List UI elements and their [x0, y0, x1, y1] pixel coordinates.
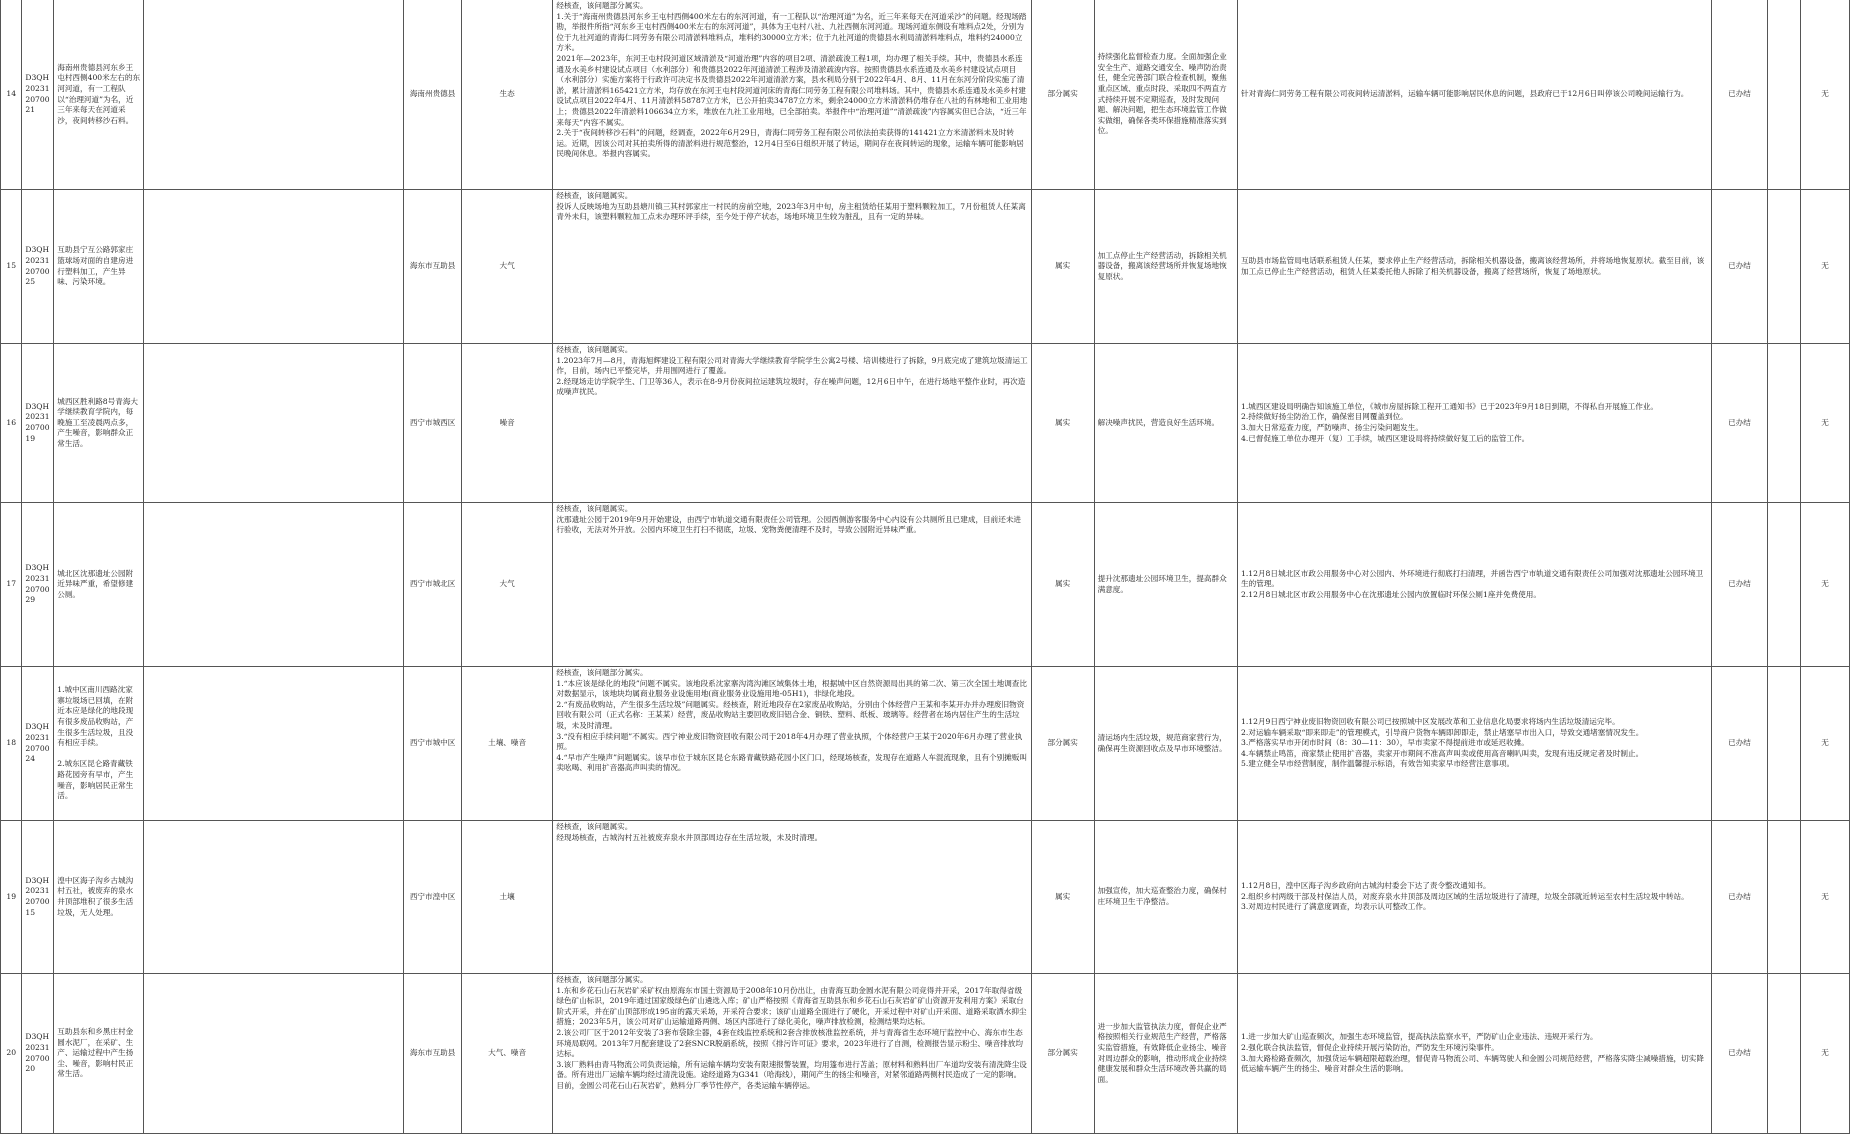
- case-code: D3QH202312070029: [22, 503, 54, 667]
- verdict: 属实: [1031, 821, 1094, 974]
- completion-status: 已办结: [1712, 190, 1767, 344]
- verdict: 属实: [1031, 344, 1094, 503]
- blank-cell: [144, 503, 404, 667]
- rectification-measures: 1.12月8日城北区市政公用服务中心对公园内、外环境进行彻底打扫清理，并函告西宁市轨道交通有限责任公司加强对沈那遗址公园环境卫生的管理。 2.12月8日城北区市政公用服务中心在沈那遗址公园内放置临时环保公厕1座并免费使用。: [1238, 503, 1712, 667]
- row-number: 17: [1, 503, 22, 667]
- blank-cell: [144, 0, 404, 190]
- pollution-type: 土壤、噪音: [461, 667, 553, 821]
- rectification-measures: 1.12月8日，湟中区海子沟乡政府向古城沟村委会下达了责令整改通知书。 2.组织乡村两级干部及村保洁人员，对废弃泉水井顶部及周边区域的生活垃圾进行了清理，垃圾全部就近转运至农村生活垃圾中转站。 3.对周边村民进行了满意度调查，均表示认可整改工作。: [1238, 821, 1712, 974]
- administrative-area: 西宁市湟中区: [404, 821, 461, 974]
- rectification-measures: 1.城西区建设局明确告知该施工单位，《城市房屋拆除工程开工通知书》已于2023年9月18日到期，不得私自开展施工作业。 2.持续做好扬尘防治工作，确保密目网覆盖到位。 3.加大日常巡查力度，严防噪声、扬尘污染问题发生。 4.已督促施工单位办理开（复）工手续，城西区建设局将持续做好复工后的监管工作。: [1238, 344, 1712, 503]
- row-number: 18: [1, 667, 22, 821]
- investigation-result: 经核查，该问题部分属实。 1.东和乡花石山石灰岩矿采矿权由原海东市国土资源局于2008年10月份出让，由青海互助金圆水泥有限公司竞得并开采，2017年取得省级绿色矿山标识，2019年通过国家级绿色矿山遴选入库；矿山严格按照《青海省互助县东和乡花石山石灰岩矿矿山资源开发利用方案》采取台阶式开采，并在矿山顶部形成195亩的露天采场，开采符合要求；该矿山道路全面进行了硬化，开采过程中对矿山开采面、道路采取洒水抑尘措施；2023年5月，该公司对矿山运输道路两侧、场区内部进行了绿化美化，噪声排放检测，检测结果均达标。 2.该公司厂区于2012年安装了3套布袋除尘器，4套在线监控系统和2套含排放核准监控系统，并与青海省生态环境厅监控中心、海东市生态环境局联网。2013年7月配套建设了2套SNCR脱硝系统，按照《排污许可证》要求，2023年进行了自测，检测报告显示粉尘、噪音排放均达标。 3.该厂熟料由青马物流公司负责运输，所有运输车辆均安装有限速报警装置，均用篷布进行苫盖；原材料和熟料出厂车道均安装有清洗降尘设备。所有进出厂运输车辆均经过清洗设施。途经道路为G341（哈海线），期间产生的扬尘和噪音，对紧邻道路两侧村民造成了一定的影响。目前，金圆公司花石山石灰岩矿，熟料分厂季节性停产，各类运输车辆停运。: [553, 974, 1031, 1134]
- case-code: D3QH202312070015: [22, 821, 54, 974]
- rectification-measures: 1.进一步加大矿山巡查频次，加强生态环境监管，提高执法监察水平，严防矿山企业违法、违规开采行为。 2.强化联合执法监管，督促企业持续开展污染防治，严防发生环境污染事件。 3.加大路检路查频次，加强货运车辆超限超载治理，督促青马物流公司、车辆驾驶人和金圆公司规范经营，严格落实降尘减噪措施，切实降低运输车辆产生的扬尘、噪音对群众生活的影响。: [1238, 974, 1712, 1134]
- blank-cell: [144, 344, 404, 503]
- row-number: 20: [1, 974, 22, 1134]
- rectification-measures: 针对青海仁同劳务工程有限公司夜间转运清淤料，运输车辆可能影响居民休息的问题，县政府已于12月6日叫停该公司晚间运输行为。: [1238, 0, 1712, 190]
- issue-text: 1.城中区南川西路沈家寨垃圾场已回填，在附近本应是绿化的地段现有很多废品收购站，产生很多生活垃圾，且没有相应手续。 2.城东区昆仑路青藏铁路花园旁有早市，产生噪音，影响居民正常生活。: [54, 667, 144, 821]
- blank-cell: [1767, 0, 1800, 190]
- rectification-goal: 提升沈那遗址公园环境卫生，提高群众满意度。: [1094, 503, 1237, 667]
- accountability: 无: [1801, 0, 1850, 190]
- completion-status: 已办结: [1712, 974, 1767, 1134]
- investigation-result: 经核查，该问题属实。 沈那遗址公园于2019年9月开始建设，由西宁市轨道交通有限责任公司管理。公园西侧游客服务中心内设有公共厕所且已建成，目前还未进行验收，无法对外开放。公园内环境卫生打扫不彻底，垃圾、宠物粪便清理不及时，导致公园附近异味严重。: [553, 503, 1031, 667]
- pollution-type: 噪音: [461, 344, 553, 503]
- issue-text: 城西区胜利路8号青海大学继续教育学院内，每晚施工至凌晨两点多，产生噪音，影响群众正常生活。: [54, 344, 144, 503]
- table-row: [1, 344, 1850, 503]
- blank-cell: [1767, 503, 1800, 667]
- table-row: [1, 190, 1850, 344]
- blank-cell: [1767, 821, 1800, 974]
- administrative-area: 海东市互助县: [404, 974, 461, 1134]
- investigation-result: 经核查，该问题部分属实。 1.关于“海南州贵德县河东乡王屯村西侧400米左右的东河河道，有一工程队以“治理河道”为名，近三年来每天在河道采沙”的问题。经现场踏勘，举报件所指“河东乡王屯村西侧400米左右的东河河道”，具体为王屯村八社、九社西侧东河河道。现场河道东侧设有堆料点2处，分别为位于九社河道的青海仁同劳务有限公司清淤料堆料点，堆料约30000立方米；位于九社河道的贵德县水利局清淤料堆料点，堆料约24000立方米。 2021年—2023年，东河王屯村段河道区域清淤及“河道治理”内容的项目2项、清淤疏浚工程1项，均办理了相关手续。其中，贵德县水系连通及水美乡村建设试点项目（水利部分）和贵德县2022年河道清淤工程涉及清淤疏浚内容。按照贵德县水系连通及水美乡村建设试点项目（水利部分）实施方案将于行政许可决定书及贵德县2022年河道清淤方案，县水利局分别于2022年4月、8月、11月在东河分阶段实施了清淤，累计清淤料165421立方米，均存放在东河王屯村段河道河床的青海仁同劳务工程有限公司堆料场。其中，贵德县水系连通及水美乡村建设试点项目2022年4月、11月清淤料58787立方米，已公开拍卖34787立方米，剩余24000立方米清淤料仍堆存在八社的有林地和工业用地上；贵德县2022年清淤料106634立方米，堆放在九社工业用地，已全部拍卖。举报件中“治理河道”“清淤疏浚”内容属实但已合法，“近三年来每天”内容不属实。 2.关于“夜间转移沙石料”的问题，经调查，2022年6月29日，青海仁同劳务工程有限公司依法拍卖获得的141421立方米清淤料未及时转运。近期，因该公司对其拍卖所得的清淤料进行规范整治，12月4日至6日组织开展了转运，期间存在夜间转运的现象，运输车辆可能影响居民晚间休息。举报内容属实。: [553, 0, 1031, 190]
- administrative-area: 西宁市城中区: [404, 667, 461, 821]
- table-row: [1, 0, 1850, 190]
- accountability: 无: [1801, 503, 1850, 667]
- administrative-area: 西宁市城西区: [404, 344, 461, 503]
- pollution-type: 大气: [461, 503, 553, 667]
- pollution-type: 大气、噪音: [461, 974, 553, 1134]
- rectification-goal: 进一步加大监管执法力度，督促企业严格按照相关行业规范生产经营，严格落实监管措施，有效降低企业扬尘、噪音对周边群众的影响，推动形成企业持续健康发展和群众生活环境改善共赢的局面。: [1094, 974, 1237, 1134]
- blank-cell: [144, 974, 404, 1134]
- verdict: 属实: [1031, 503, 1094, 667]
- blank-cell: [1767, 344, 1800, 503]
- accountability: 无: [1801, 821, 1850, 974]
- pollution-type: 生态: [461, 0, 553, 190]
- issue-text: 城北区沈那遗址公园附近异味严重，希望修建公厕。: [54, 503, 144, 667]
- verdict: 部分属实: [1031, 667, 1094, 821]
- administrative-area: 海南州贵德县: [404, 0, 461, 190]
- blank-cell: [144, 667, 404, 821]
- issue-text: 互助县东和乡黑庄村金圆水泥厂，在采矿、生产、运输过程中产生扬尘、噪音，影响村民正常生活。: [54, 974, 144, 1134]
- verdict: 部分属实: [1031, 974, 1094, 1134]
- case-code: D3QH202312070025: [22, 190, 54, 344]
- pollution-type: 大气: [461, 190, 553, 344]
- rectification-measures: 互助县市场监管局电话联系租赁人任某，要求停止生产经营活动，拆除相关机器设备，搬离该经营场所，并将场地恢复原状。截至目前，该加工点已停止生产经营活动，租赁人任某委托他人拆除了相关机器设备，搬离了经营场所，恢复了场地原状。: [1238, 190, 1712, 344]
- completion-status: 已办结: [1712, 821, 1767, 974]
- administrative-area: 西宁市城北区: [404, 503, 461, 667]
- investigation-result: 经核查，该问题部分属实。 1.“本应该是绿化的地段”问题不属实。该地段系沈家寨沟湾沟滩区域集体土地，根据城中区自然资源局出具的第二次、第三次全国土地调查比对数据显示，该地块均属商业服务业设施用地(商业服务业设施用地-05H1)，非绿化地段。 2.“有废品收购站，产生很多生活垃圾”问题属实。经核查，附近地段存在2家废品收购站，分别由个体经营户王某和李某开办并办理废旧物资回收有限公司（正式名称：王某某）经营，废品收购站主要回收废旧铝合金、铜铁、塑料、纸板、玻璃等。经营者在场内居住产生的生活垃圾，未及时清理。 3.“没有相应手续问题”不属实。西宁神业废旧物资回收有限公司于2018年4月办理了营业执照，个体经营户王某于2020年6月办理了营业执照。 4.“早市产生噪声”问题属实。该早市位于城东区昆仑东路青藏铁路花园小区门口，经现场核查，发现存在道路人车混流现象，且有个别摊贩叫卖吆喝、利用扩音器高声叫卖的情况。: [553, 667, 1031, 821]
- investigation-result: 经核查，该问题属实。 投诉人反映场地为互助县塘川镇三其村郭家庄一村民的房前空地，2023年3月中旬，房主租赁给任某用于塑料颗粒加工，7月份租赁人任某离青外未归，该塑料颗粒加工点未办理环评手续，至今处于停产状态，场地环境卫生较为脏乱，且有一定的异味。: [553, 190, 1031, 344]
- blank-cell: [1767, 974, 1800, 1134]
- verdict: 属实: [1031, 190, 1094, 344]
- row-number: 15: [1, 190, 22, 344]
- accountability: 无: [1801, 190, 1850, 344]
- investigation-result: 经核查，该问题属实。 经现场核查，古城沟村五社被废弃泉水井顶部周边存在生活垃圾，未及时清理。: [553, 821, 1031, 974]
- rectification-goal: 加工点停止生产经营活动，拆除相关机器设备，搬离该经营场所并恢复场地恢复原状。: [1094, 190, 1237, 344]
- issue-text: 海南州贵德县河东乡王屯村西侧400米左右的东河河道，有一工程队以“治理河道”为名，近三年来每天在河道采沙，夜间转移沙石料。: [54, 0, 144, 190]
- blank-cell: [144, 821, 404, 974]
- blank-cell: [1767, 190, 1800, 344]
- case-code: D3QH202312070021: [22, 0, 54, 190]
- rectification-goal: 清运场内生活垃圾，规范商家营行为，确保再生资源回收点及早市环境整洁。: [1094, 667, 1237, 821]
- issue-text: 湟中区海子沟乡古城沟村五社，被废弃的泉水井顶部堆积了很多生活垃圾，无人处理。: [54, 821, 144, 974]
- accountability: 无: [1801, 974, 1850, 1134]
- completion-status: 已办结: [1712, 503, 1767, 667]
- table-row: [1, 821, 1850, 974]
- blank-cell: [1767, 667, 1800, 821]
- completion-status: 已办结: [1712, 344, 1767, 503]
- row-number: 14: [1, 0, 22, 190]
- case-code: D3QH202312070020: [22, 974, 54, 1134]
- administrative-area: 海东市互助县: [404, 190, 461, 344]
- blank-cell: [144, 190, 404, 344]
- accountability: 无: [1801, 344, 1850, 503]
- accountability: 无: [1801, 667, 1850, 821]
- case-code: D3QH202312070019: [22, 344, 54, 503]
- verdict: 部分属实: [1031, 0, 1094, 190]
- table-row: [1, 667, 1850, 821]
- table-row: [1, 503, 1850, 667]
- rectification-goal: 持续强化监督检查力度。全面加强企业安全生产、道路交通安全、噪声防治责任，健全完善部门联合检查机制，聚焦重点区域、重点时段、采取四不两直方式持续开展不定期巡查，及时发现问题、解决问题，把生态环境监管工作做实做细，确保各类环保措施精准落实到位。: [1094, 0, 1237, 190]
- issue-text: 互助县宁互公路郭家庄篮球场对面的自建房进行塑料加工，产生异味、污染环境。: [54, 190, 144, 344]
- row-number: 16: [1, 344, 22, 503]
- rectification-goal: 加强宣传，加大巡查整治力度，确保村庄环境卫生干净整洁。: [1094, 821, 1237, 974]
- pollution-type: 土壤: [461, 821, 553, 974]
- completion-status: 已办结: [1712, 0, 1767, 190]
- completion-status: 已办结: [1712, 667, 1767, 821]
- case-code: D3QH202312070024: [22, 667, 54, 821]
- investigation-result: 经核查，该问题属实。 1.2023年7月—8月，青海旭辉建设工程有限公司对青海大学继续教育学院学生公寓2号楼、培训楼进行了拆除，9月底完成了建筑垃圾清运工作，目前，场内已平整完毕，并用围网进行了覆盖。 2.经现场走访学院学生、门卫等36人，表示在8-9月份夜间拉运建筑垃圾时，存在噪声问题，12月6日中午，在进行场地平整作业时，再次造成噪声扰民。: [553, 344, 1031, 503]
- rectification-measures: 1.12月9日西宁神业废旧物资回收有限公司已按照城中区发展改革和工业信息化局要求将场内生活垃圾清运完毕。 2.对运输车辆采取“即来即走”的管理模式，引导商户货物车辆即卸即走，禁止堵塞早市出入口，导致交通堵塞情况发生。 3.严格落实早市开闭市时间（8：30—11：30），早市卖家不得提前进市或延迟收摊。 4.车辆禁止鸣笛，商家禁止使用扩音器，卖家开市期间不准高声叫卖或使用高音喇叭叫卖，发现有违反规定者及时制止。 5.建立健全早市经营制度，制作温馨提示标语，有效告知卖家早市经营注意事项。: [1238, 667, 1712, 821]
- rectification-goal: 解决噪声扰民，营造良好生活环境。: [1094, 344, 1237, 503]
- row-number: 19: [1, 821, 22, 974]
- table-row: [1, 974, 1850, 1134]
